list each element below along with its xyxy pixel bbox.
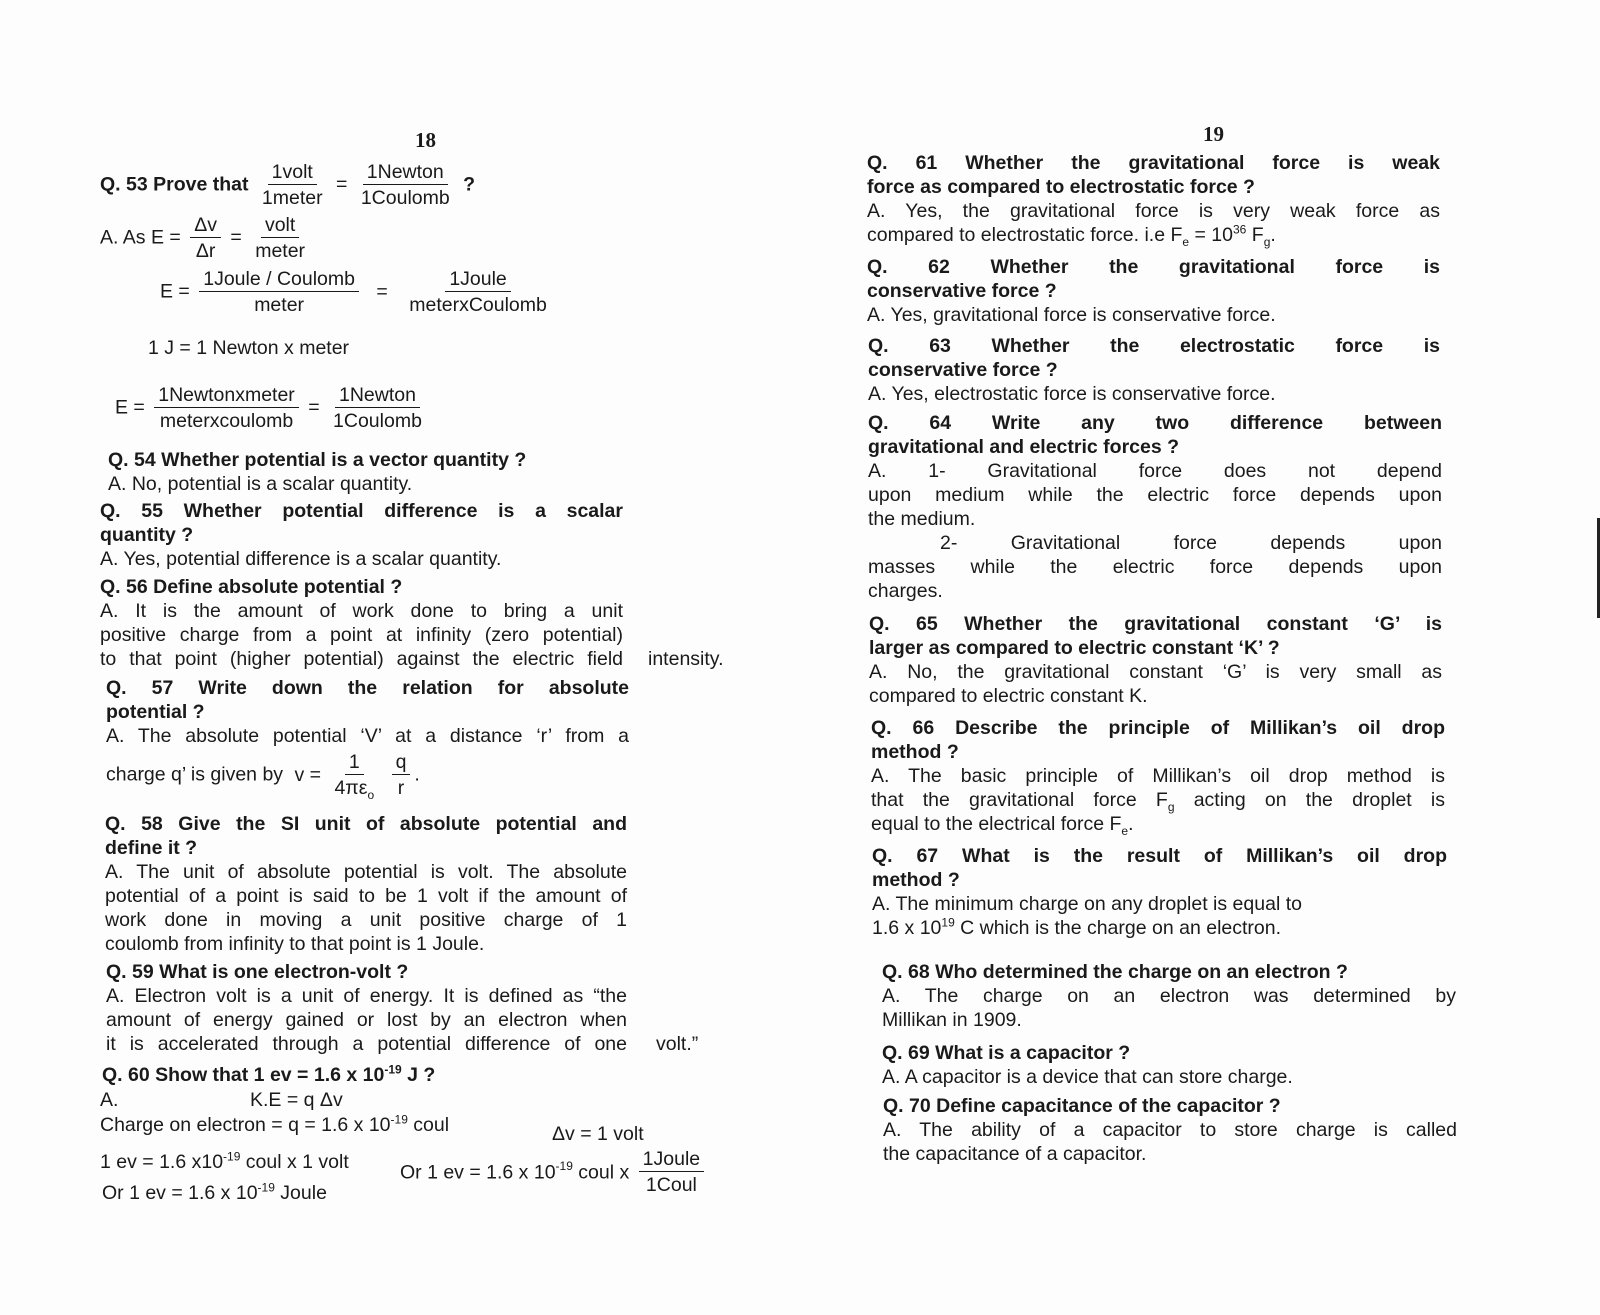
q60-answer-label: A. xyxy=(100,1089,119,1111)
q68: Q. 68 Who determined the charge on an electron ? A. The charge on an electron was determined by Millikan in 1909. xyxy=(882,961,1456,1031)
fraction-newton-coulomb: $\frac{\text{1Newton}}{\text{1Coulomb}}$ xyxy=(360,161,450,209)
q59: Q. 59 What is one electron-volt ? A. Electron volt is a unit of energy. It is defined as “the amount of energy gained or lost by an electron when it is accelerated through a potential difference of one xyxy=(106,961,627,1055)
q65: Q. 65 Whether the gravitational constant ‘G’ is larger as compared to electric constant ‘K’ ? A. No, the gravitational constant ‘G’ is very small as compared to electric constant K. xyxy=(869,613,1442,707)
q60-ev2: Or 1 ev = 1.6 x $10^{-19}$ coul x $\frac{\text{1Joule}}{\text{1Coul}}$ xyxy=(400,1147,708,1198)
q66: Q. 66 Describe the principle of Millikan’s oil drop method ? A. The basic principle of Millikan’s oil drop method is that the gravitational force $F_g$ acting on the droplet is equal to the electrical force $F_e$. xyxy=(871,717,1445,838)
q70: Q. 70 Define capacitance of the capacitor ? A. The ability of a capacitor to store charge is called the capacitance of a capacitor. xyxy=(883,1095,1457,1165)
q53-answer-line2: E = $\frac{\text{1Joule / Coulomb}}{\text{meter}}$ = $\frac{\text{1Joule}}{\text{meterxCoulomb}}$ xyxy=(160,268,547,316)
q53-question: Q. 53 Prove that $\frac{\text{1volt}}{\text{1meter}}$ = $\frac{\text{1Newton}}{\text{1Coulomb}}$ ? xyxy=(100,161,476,209)
q60-dv: Δv = 1 volt xyxy=(552,1123,644,1145)
q57-formula: charge q’ is given by v = $\frac{1}{4\pi\varepsilon_o}$ $\frac{q}{r}$ . xyxy=(106,751,420,802)
page-number-19: 19 xyxy=(1203,122,1224,146)
q60-ke: K.E = q Δv xyxy=(250,1089,343,1111)
page-number-18: 18 xyxy=(415,128,436,152)
q60-ev3: Or 1 ev = 1.6 x $10^{-19}$ Joule xyxy=(102,1180,327,1204)
q59-volt: volt.” xyxy=(656,1033,699,1055)
q58: Q. 58 Give the SI unit of absolute potential and define it ? A. The unit of absolute potential is volt. The absolute potential of a point is said to be 1 volt if the amount of work done in moving a unit positive charge of 1 coulomb from infinity to that point is 1 Joule. xyxy=(105,813,627,955)
q53-joule-line: 1 J = 1 Newton x meter xyxy=(148,337,350,359)
q62: Q. 62 Whether the gravitational force is conservative force ? A. Yes, gravitational force is conservative force. xyxy=(867,256,1440,326)
q54: Q. 54 Whether potential is a vector quantity ? A. No, potential is a scalar quantity. xyxy=(108,449,527,495)
q60-question: Q. 60 Show that 1 ev = 1.6 x $10^{-19}$ J ? xyxy=(102,1062,436,1086)
q53-answer-line3: E = $\frac{\text{1Newtonxmeter}}{\text{meterxcoulomb}}$ = $\frac{\text{1Newton}}{\text{1Coulomb}}$ xyxy=(115,384,422,432)
q55: Q. 55 Whether potential difference is a scalar quantity ? A. Yes, potential difference is a scalar quantity. xyxy=(100,500,623,570)
q53-answer-line1: A. As E = $\frac{\Delta v}{\Delta r}$ = $\frac{\text{volt}}{\text{meter}}$ xyxy=(100,214,306,262)
q60-ev1: 1 ev = 1.6 $x10^{-19}$ coul x 1 volt xyxy=(100,1149,349,1173)
q63: Q. 63 Whether the electrostatic force is conservative force ? A. Yes, electrostatic force is conservative force. xyxy=(868,335,1440,405)
q60-charge: Charge on electron = q = 1.6 x $10^{-19}$ coul xyxy=(100,1112,450,1136)
q56: Q. 56 Define absolute potential ? A. It is the amount of work done to bring a unit positive charge from a point at infinity (zero potential) to that point (higher potential) against the electric field xyxy=(100,576,623,670)
q61: Q. 61 Whether the gravitational force is weak force as compared to electrostatic force ? A. Yes, the gravitational force is very weak force as compared to electrostatic force. i.e $F_e = 10^{36}$ $F_g$. xyxy=(867,152,1440,249)
q69: Q. 69 What is a capacitor ? A. A capacitor is a device that can store charge. xyxy=(882,1042,1293,1088)
q57: Q. 57 Write down the relation for absolute potential ? A. The absolute potential ‘V’ at a distance ‘r’ from a xyxy=(106,677,629,747)
fraction-volt-meter: $\frac{\text{1volt}}{\text{1meter}}$ xyxy=(261,161,323,209)
q56-intensity: intensity. xyxy=(648,648,724,670)
q67: Q. 67 What is the result of Millikan’s oil drop method ? A. The minimum charge on any droplet is equal to 1.6 x $10^{19}$ C which is the charge on an electron. xyxy=(872,845,1447,939)
q64: Q. 64 Write any two difference between gravitational and electric forces ? A. 1- Gravitational force does not depend upon medium while the electric force depends upon the medium. 2- Gravitational force depends upon masses while the electric force depends upon charges. xyxy=(868,412,1442,602)
